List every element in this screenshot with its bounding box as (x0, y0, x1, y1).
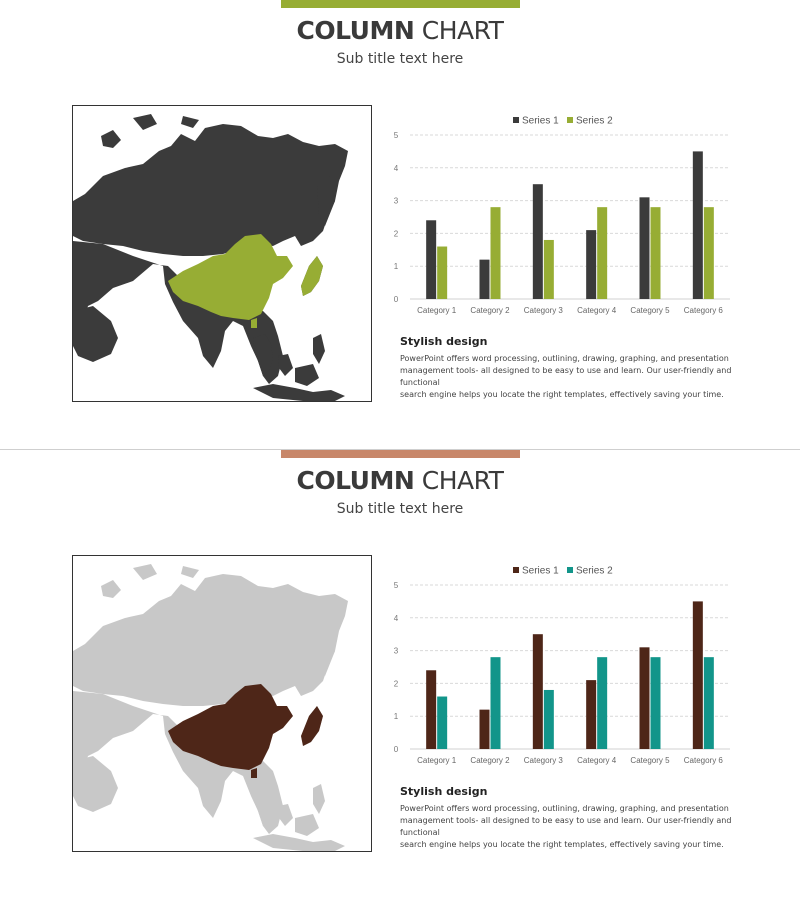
y-tick-label: 2 (393, 229, 399, 239)
land-shape (73, 756, 118, 812)
land-shape (253, 384, 345, 401)
x-tick-label: Category 5 (630, 306, 670, 315)
land-shape (313, 784, 325, 814)
slide-title (0, 466, 800, 495)
bar-series-1 (426, 220, 436, 299)
bar-series-2 (597, 657, 607, 749)
slide-subtitle: Sub title text here (336, 51, 464, 67)
y-tick-label: 1 (393, 262, 399, 272)
bar-series-2 (544, 240, 554, 299)
bar-series-1 (480, 710, 490, 749)
land-shape (181, 566, 199, 578)
land-shape (253, 834, 345, 851)
x-tick-label: Category 3 (523, 756, 563, 765)
x-tick-label: Category 6 (683, 756, 723, 765)
bar-series-1 (586, 680, 596, 749)
y-tick-label: 0 (393, 295, 399, 304)
x-tick-label: Category 4 (577, 756, 617, 765)
land-shape (313, 334, 325, 364)
description-line: PowerPoint offers word processing, outlining, drawing, graphing, and presentation (400, 354, 729, 363)
column-chart (388, 108, 748, 323)
title-bold: COLUMN (296, 466, 415, 495)
description-title: Stylish design (400, 785, 488, 798)
land-shape (295, 364, 319, 386)
accent-bar (281, 450, 520, 458)
y-tick-label: 0 (393, 745, 399, 754)
bar-series-2 (437, 697, 447, 749)
y-tick-label: 4 (393, 163, 399, 173)
y-tick-label: 5 (393, 581, 399, 590)
bar-series-2 (491, 207, 501, 299)
slide-title (0, 16, 800, 45)
land-shape (278, 804, 293, 826)
title-light: CHART (421, 466, 504, 495)
legend-swatch (513, 117, 519, 123)
slide-subtitle: Sub title text here (336, 501, 464, 517)
bar-series-1 (533, 634, 543, 749)
bar-series-2 (704, 207, 714, 299)
accent-bar (281, 0, 520, 8)
legend-swatch (513, 567, 519, 573)
land-shape (181, 116, 199, 128)
y-tick-label: 1 (393, 712, 399, 722)
bar-series-1 (693, 151, 703, 299)
column-chart (388, 558, 748, 773)
x-tick-label: Category 1 (417, 306, 457, 315)
legend-label: Series 2 (576, 565, 613, 577)
bar-series-1 (480, 260, 490, 299)
x-tick-label: Category 2 (470, 756, 510, 765)
description-text (400, 353, 740, 401)
legend-label: Series 1 (522, 115, 559, 127)
x-tick-label: Category 4 (577, 306, 617, 315)
title-light: CHART (421, 16, 504, 45)
description-line: search engine helps you locate the right templates, effectively saving your time. (400, 390, 724, 399)
legend-label: Series 2 (576, 115, 613, 127)
title-bold: COLUMN (296, 16, 415, 45)
bar-series-2 (651, 207, 661, 299)
bar-series-2 (597, 207, 607, 299)
y-tick-label: 2 (393, 679, 399, 689)
land-shape (101, 130, 121, 148)
asia-map (72, 555, 372, 852)
land-shape (278, 354, 293, 376)
description-line: PowerPoint offers word processing, outlining, drawing, graphing, and presentation (400, 804, 729, 813)
bar-series-2 (437, 247, 447, 299)
description-line: management tools- all designed to be easy to use and learn. Our user-friendly and functional (400, 816, 732, 837)
description-title: Stylish design (400, 335, 488, 348)
bar-series-1 (640, 197, 650, 299)
bar-series-2 (704, 657, 714, 749)
bar-series-1 (533, 184, 543, 299)
legend-swatch (567, 567, 573, 573)
asia-map (72, 105, 372, 402)
legend-label: Series 1 (522, 565, 559, 577)
description-line: management tools- all designed to be easy to use and learn. Our user-friendly and functional (400, 366, 732, 387)
land-shape (295, 814, 319, 836)
chart-legend (513, 566, 613, 577)
bar-series-2 (651, 657, 661, 749)
land-shape (73, 306, 118, 362)
bar-series-2 (544, 690, 554, 749)
land-shape (101, 580, 121, 598)
y-tick-label: 5 (393, 131, 399, 140)
highlighted-region (301, 256, 323, 296)
x-tick-label: Category 6 (683, 306, 723, 315)
bar-series-2 (491, 657, 501, 749)
y-tick-label: 4 (393, 613, 399, 623)
bar-series-1 (426, 670, 436, 749)
bar-series-1 (693, 601, 703, 749)
bar-series-1 (586, 230, 596, 299)
x-tick-label: Category 3 (523, 306, 563, 315)
x-tick-label: Category 5 (630, 756, 670, 765)
land-shape (133, 564, 157, 580)
y-tick-label: 3 (393, 196, 399, 206)
land-shape (133, 114, 157, 130)
description-text (400, 803, 740, 851)
legend-swatch (567, 117, 573, 123)
highlighted-region (301, 706, 323, 746)
description-line: search engine helps you locate the right templates, effectively saving your time. (400, 840, 724, 849)
chart-legend (513, 116, 613, 127)
y-tick-label: 3 (393, 646, 399, 656)
bar-series-1 (640, 647, 650, 749)
x-tick-label: Category 2 (470, 306, 510, 315)
x-tick-label: Category 1 (417, 756, 457, 765)
slide-2 (0, 450, 800, 900)
